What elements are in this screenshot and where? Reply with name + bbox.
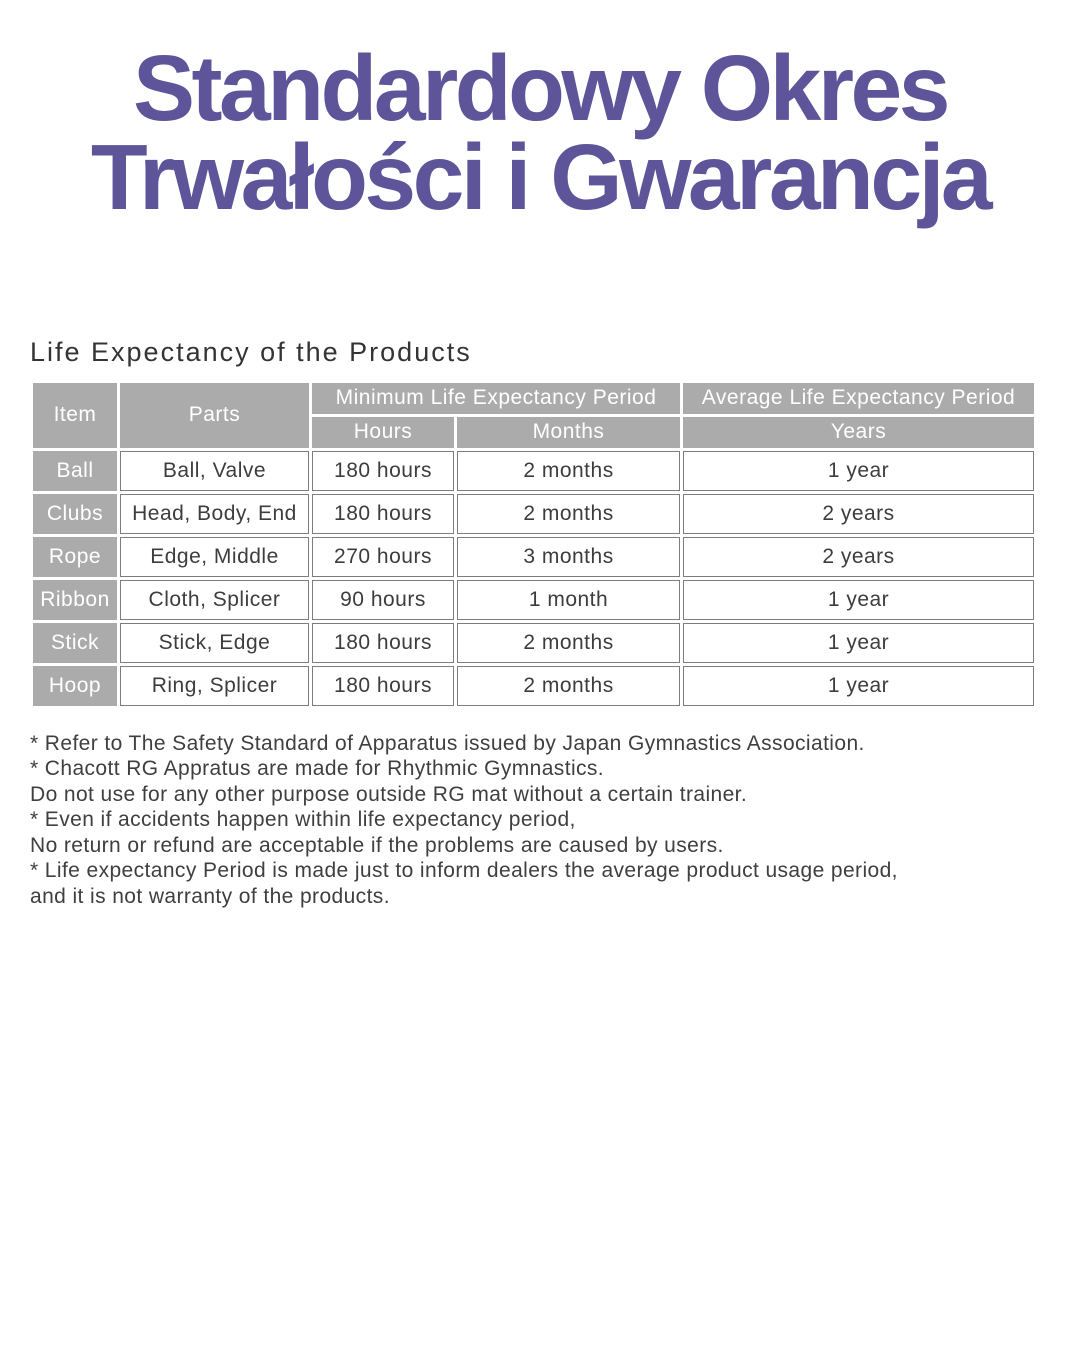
- table-row-clubs: [33, 494, 1034, 534]
- table-row-hoop: [33, 666, 1034, 706]
- life-expectancy-table: [30, 380, 1037, 709]
- years-cell: 2 years: [683, 494, 1034, 534]
- parts-cell: Ball, Valve: [120, 451, 309, 491]
- hours-cell: 90 hours: [312, 580, 454, 620]
- note-line: and it is not warranty of the products.: [30, 884, 390, 908]
- page-title: [0, 0, 1080, 230]
- table-row-ribbon: [33, 580, 1034, 620]
- hours-cell: 180 hours: [312, 666, 454, 706]
- parts-cell: Stick, Edge: [120, 623, 309, 663]
- page-title-line-2: Trwałości i Gwarancja: [90, 125, 990, 230]
- months-cell: 1 month: [457, 580, 680, 620]
- note-line: * Life expectancy Period is made just to inform dealers the average product usage period,: [30, 859, 898, 883]
- column-group-average-life-expectancy: Average Life Expectancy Period: [683, 383, 1034, 414]
- note-line: * Chacott RG Appratus are made for Rhythmic Gymnastics.: [30, 757, 605, 781]
- months-cell: 2 months: [457, 451, 680, 491]
- hours-cell: 270 hours: [312, 537, 454, 577]
- years-cell: 1 year: [683, 666, 1034, 706]
- item-cell: Ball: [33, 451, 117, 491]
- hours-cell: 180 hours: [312, 623, 454, 663]
- table-row-stick: [33, 623, 1034, 663]
- section-heading: Life Expectancy of the Products: [30, 336, 472, 367]
- column-header-parts: Parts: [120, 383, 309, 448]
- page-title-line-1: Standardowy Okres: [133, 36, 947, 140]
- table-header-row-groups: [33, 383, 1034, 414]
- column-header-months: Months: [457, 417, 680, 448]
- hours-cell: 180 hours: [312, 451, 454, 491]
- table-body: [33, 451, 1034, 706]
- column-header-years: Years: [683, 417, 1034, 448]
- table-header: [33, 383, 1034, 448]
- column-group-minimum-life-expectancy: Minimum Life Expectancy Period: [312, 383, 680, 414]
- note-line: No return or refund are acceptable if the problems are caused by users.: [30, 833, 724, 857]
- parts-cell: Head, Body, End: [120, 494, 309, 534]
- parts-cell: Ring, Splicer: [120, 666, 309, 706]
- column-header-hours: Hours: [312, 417, 454, 448]
- months-cell: 2 months: [457, 623, 680, 663]
- item-cell: Clubs: [33, 494, 117, 534]
- table-row-rope: [33, 537, 1034, 577]
- months-cell: 2 months: [457, 494, 680, 534]
- years-cell: 1 year: [683, 451, 1034, 491]
- years-cell: 2 years: [683, 537, 1034, 577]
- item-cell: Rope: [33, 537, 117, 577]
- item-cell: Hoop: [33, 666, 117, 706]
- item-cell: Ribbon: [33, 580, 117, 620]
- footnotes: [30, 731, 1080, 910]
- note-line: Do not use for any other purpose outside RG mat without a certain trainer.: [30, 782, 748, 806]
- hours-cell: 180 hours: [312, 494, 454, 534]
- parts-cell: Cloth, Splicer: [120, 580, 309, 620]
- months-cell: 2 months: [457, 666, 680, 706]
- column-header-item: Item: [33, 383, 117, 448]
- parts-cell: Edge, Middle: [120, 537, 309, 577]
- table-row-ball: [33, 451, 1034, 491]
- note-line: * Even if accidents happen within life expectancy period,: [30, 808, 576, 832]
- item-cell: Stick: [33, 623, 117, 663]
- note-line: * Refer to The Safety Standard of Apparatus issued by Japan Gymnastics Association.: [30, 731, 865, 755]
- years-cell: 1 year: [683, 580, 1034, 620]
- years-cell: 1 year: [683, 623, 1034, 663]
- months-cell: 3 months: [457, 537, 680, 577]
